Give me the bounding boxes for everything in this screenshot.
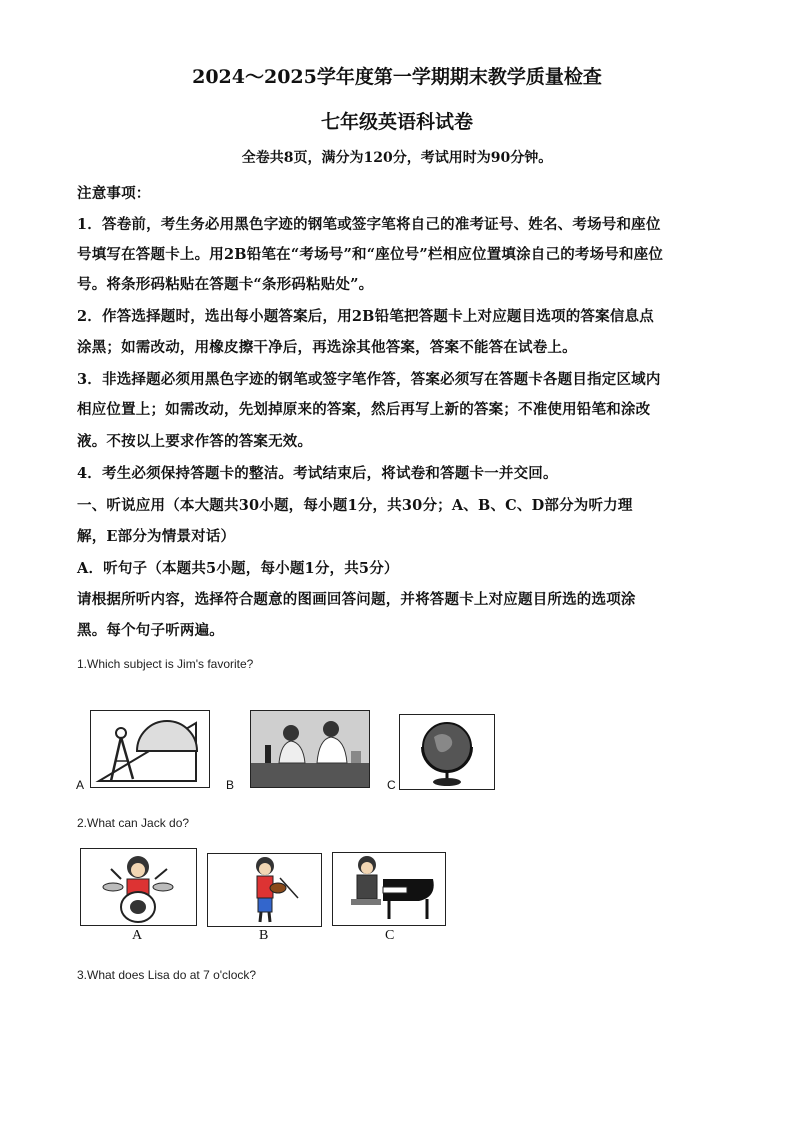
option-label-c: C bbox=[387, 778, 396, 792]
notice-line: 1．答卷前，考生务必用黑色字迹的钢笔或签字笔将自己的准考证号、姓名、考场号和座位 bbox=[77, 216, 661, 233]
notice-line: 号。将条形码粘贴在答题卡“条形码粘贴处”。 bbox=[77, 276, 374, 293]
option-label-b: B bbox=[259, 928, 269, 943]
globe-icon bbox=[400, 715, 494, 789]
exam-subtitle: 七年级英语科试卷 bbox=[320, 111, 473, 133]
notice-line: 液。不按以上要求作答的答案无效。 bbox=[77, 433, 313, 450]
notice-line: 涂黑；如需改动，用橡皮擦干净后，再选涂其他答案，答案不能答在试卷上。 bbox=[77, 339, 577, 356]
question-1: 1.Which subject is Jim's favorite? bbox=[77, 657, 254, 671]
piano-icon bbox=[333, 853, 445, 925]
notice-line: 相应位置上；如需改动，先划掉原来的答案，然后再写上新的答案；不准使用铅笔和涂改 bbox=[77, 401, 651, 418]
question-2: 2.What can Jack do? bbox=[77, 816, 190, 830]
math-tools-icon bbox=[91, 711, 209, 787]
section-heading: 一、听说应用（本大题共30小题，每小题1分，共30分；A、B、C、D部分为听力理 bbox=[77, 497, 633, 514]
option-1a-math-tools-image[interactable] bbox=[90, 710, 210, 788]
option-1b-science-lab-image[interactable] bbox=[250, 710, 370, 788]
notice-line: 4．考生必须保持答题卡的整洁。考试结束后，将试卷和答题卡一并交回。 bbox=[77, 465, 558, 482]
section-heading: 解，E部分为情景对话） bbox=[77, 528, 236, 545]
question-3: 3.What does Lisa do at 7 o'clock? bbox=[77, 968, 257, 982]
option-label-a: A bbox=[76, 778, 85, 792]
option-2b-violin-image[interactable] bbox=[207, 853, 322, 927]
notice-line: 3．非选择题必须用黑色字迹的钢笔或签字笔作答，答案必须写在答题卡各题目指定区域内 bbox=[77, 371, 661, 388]
option-label-b: B bbox=[226, 778, 235, 792]
notice-line: 号填写在答题卡上。用2B铅笔在“考场号”和“座位号”栏相应位置填涂自己的考场号和座位 bbox=[77, 246, 664, 263]
part-a-instruction: 请根据所听内容，选择符合题意的图画回答问题，并将答题卡上对应题目所选的选项涂 bbox=[77, 591, 636, 608]
option-2c-piano-image[interactable] bbox=[332, 852, 446, 926]
option-label-a: A bbox=[132, 928, 143, 943]
option-2a-drums-image[interactable] bbox=[80, 848, 197, 926]
part-a-instruction: 黑。每个句子听两遍。 bbox=[77, 622, 224, 639]
science-lab-icon bbox=[251, 711, 369, 787]
drums-icon bbox=[81, 849, 196, 925]
notice-line: 2．作答选择题时，选出每小题答案后，用2B铅笔把答题卡上对应题目选项的答案信息点 bbox=[77, 308, 654, 325]
option-1c-globe-image[interactable] bbox=[399, 714, 495, 790]
part-a-heading: A．听句子（本题共5小题，每小题1分，共5分） bbox=[77, 560, 399, 577]
notice-heading: 注意事项： bbox=[77, 185, 151, 202]
exam-info: 全卷共8页，满分为120分，考试用时为90分钟。 bbox=[241, 150, 553, 166]
option-label-c: C bbox=[385, 928, 395, 943]
exam-title: 2024～2025学年度第一学期期末教学质量检查 bbox=[192, 66, 602, 88]
violin-icon bbox=[208, 854, 321, 926]
